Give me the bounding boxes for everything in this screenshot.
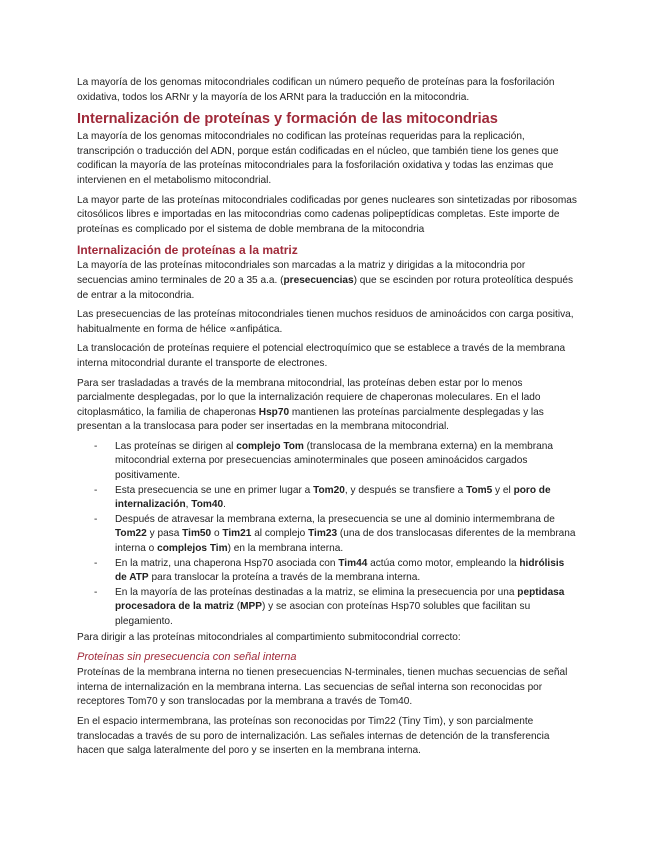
bullet-dash: - — [94, 557, 98, 569]
paragraph: Proteínas de la membrana interna no tienen presecuencias N-terminales, tienen muchas secuencias de señal interna de internalización en la membrana interna. Las secuencias de señal interna son reconocidas por receptores Tom70 y son translocadas por la membrana a través de Tom40. — [77, 667, 568, 708]
list-item — [77, 557, 577, 586]
bold-term: Tim44 — [338, 557, 368, 569]
text-run: y el — [492, 484, 514, 496]
paragraph: Las presecuencias de las proteínas mitocondriales tienen muchos residuos de aminoácidos con carga positiva, habitualmente en forma de hélice ∝anfipática. — [77, 309, 574, 335]
list-item — [77, 484, 577, 513]
text-run: ( — [233, 601, 241, 613]
bold-term: Tom20 — [313, 484, 345, 496]
text-run: (una de dos translocasas diferentes de la membrana interna o — [115, 528, 576, 555]
bold-term: poro de internalización — [115, 484, 551, 511]
text-run: ) que se escinden por rotura proteolítica después de entrar a la mitocondria. — [77, 274, 574, 301]
bold-term: complejos Tim — [157, 543, 228, 555]
bold-term: peptidasa procesadora de la matriz — [115, 586, 565, 613]
subsection-heading: Internalización de proteínas a la matriz — [77, 243, 298, 258]
paragraph: La translocación de proteínas requiere el potencial electroquímico que se establece a través de la membrana interna mitocondrial durante el transporte de electrones. — [77, 343, 566, 369]
text-run: Las proteínas se dirigen al — [115, 440, 237, 452]
section-heading: Internalización de proteínas y formación de las mitocondrias — [77, 111, 498, 128]
text-run: actúa como motor, empleando la — [367, 557, 520, 569]
paragraph: En el espacio intermembrana, las proteínas son reconocidas por Tim22 (Tiny Tim), y son parcialmente translocadas a través de su poro de internalización. Las señales internas de detención de la transferencia hacen que salga lateralmente del poro y se inserten en la membrana interna. — [77, 715, 550, 757]
document-body — [77, 76, 577, 764]
text-run: En la matriz, una chaperona Hsp70 asociada con — [115, 557, 339, 569]
text-run: , y después se transfiere a — [344, 484, 467, 496]
bold-term: Tim23 — [308, 528, 338, 540]
bold-term: Hsp70 — [258, 406, 290, 418]
intro-paragraph: La mayoría de los genomas mitocondriales codifican un número pequeño de proteínas para la fosforilación oxidativa, todos los ARNr y la mayoría de los ARNt para la traducción en la mitocondria. — [77, 77, 555, 103]
text-run: , — [185, 499, 192, 511]
paragraph: Para dirigir a las proteínas mitocondriales al compartimiento submitocondrial correcto: — [77, 631, 461, 643]
list-item — [77, 586, 577, 630]
text-run: Esta presecuencia se une en primer lugar a — [115, 484, 314, 496]
text-run: La mayoría de las proteínas mitocondriales son marcadas a la matriz y dirigidas a la mitocondria por secuencias amino terminales de 20 a 35 a.a. ( — [77, 260, 526, 286]
bold-term: Tom22 — [115, 528, 147, 540]
bullet-dash: - — [94, 586, 98, 598]
text-run: Para ser trasladadas a través de la membrana mitocondrial, las proteínas deben estar por lo menos parcialmente desplegadas, por lo que la internalización requiere de chaperonas moleculares. En el lado citoplasmático, la familia de chaperonas — [77, 377, 541, 418]
paragraph: La mayor parte de las proteínas mitocondriales codificadas por genes nucleares son sintetizadas por ribosomas citosólicos libres e importadas en las mitocondrias como cadenas polipeptídicas completas. Este importe de proteínas es complicado por el sistema de doble membrana de la mitocondria — [77, 194, 577, 235]
bold-term: Tom40 — [191, 499, 224, 511]
bullet-dash: - — [94, 484, 98, 496]
list-item — [77, 440, 577, 484]
bold-term: presecuencias — [283, 274, 354, 286]
text-run: (translocasa de la membrana externa) en la membrana mitocondrial externa por presecuencias aminoterminales que poseen aminoácidos cargados positivamente. — [115, 440, 553, 482]
paragraph — [77, 377, 577, 435]
subsubsection-heading: Proteínas sin presecuencia con señal interna — [77, 651, 297, 664]
bullet-dash: - — [94, 440, 98, 452]
bold-term: Tom5 — [466, 484, 493, 496]
text-run: ) y se asocian con proteínas Hsp70 solubles que facilitan su plegamiento. — [115, 601, 531, 627]
text-run: En la mayoría de las proteínas destinadas a la matriz, se elimina la presecuencia por una — [115, 586, 518, 598]
text-run: mantienen las proteínas parcialmente desplegadas y las presentan a la translocasa para poder ser insertadas en la membrana mitocondrial. — [77, 406, 544, 433]
text-run: . — [223, 499, 226, 511]
text-run: al complejo — [251, 528, 309, 540]
bold-term: Tim21 — [222, 528, 252, 540]
text-run: para translocar la proteína a través de la membrana interna. — [148, 572, 421, 584]
paragraph — [77, 259, 577, 303]
text-run: o — [211, 528, 223, 540]
list-item — [77, 513, 577, 557]
text-run: ) en la membrana interna. — [227, 543, 344, 555]
text-run: y pasa — [146, 528, 183, 540]
bold-term: MPP — [240, 601, 262, 613]
bullet-list — [77, 440, 577, 630]
text-run: Después de atravesar la membrana externa, la presecuencia se une al dominio intermembrana de — [115, 513, 555, 525]
paragraph: La mayoría de los genomas mitocondriales no codifican las proteínas requeridas para la replicación, transcripción o traducción del ADN, porque están codificadas en el núcleo, que también tiene los genes que codifican la mayoría de las proteínas mitocondriales para la fosforilación oxidativa y todas las enzimas que intervienen en el metabolismo mitocondrial. — [77, 131, 559, 186]
bold-term: Tim50 — [182, 528, 212, 540]
bold-term: complejo Tom — [236, 440, 304, 452]
bold-term: hidrólisis de ATP — [115, 557, 565, 584]
bullet-dash: - — [94, 513, 98, 525]
